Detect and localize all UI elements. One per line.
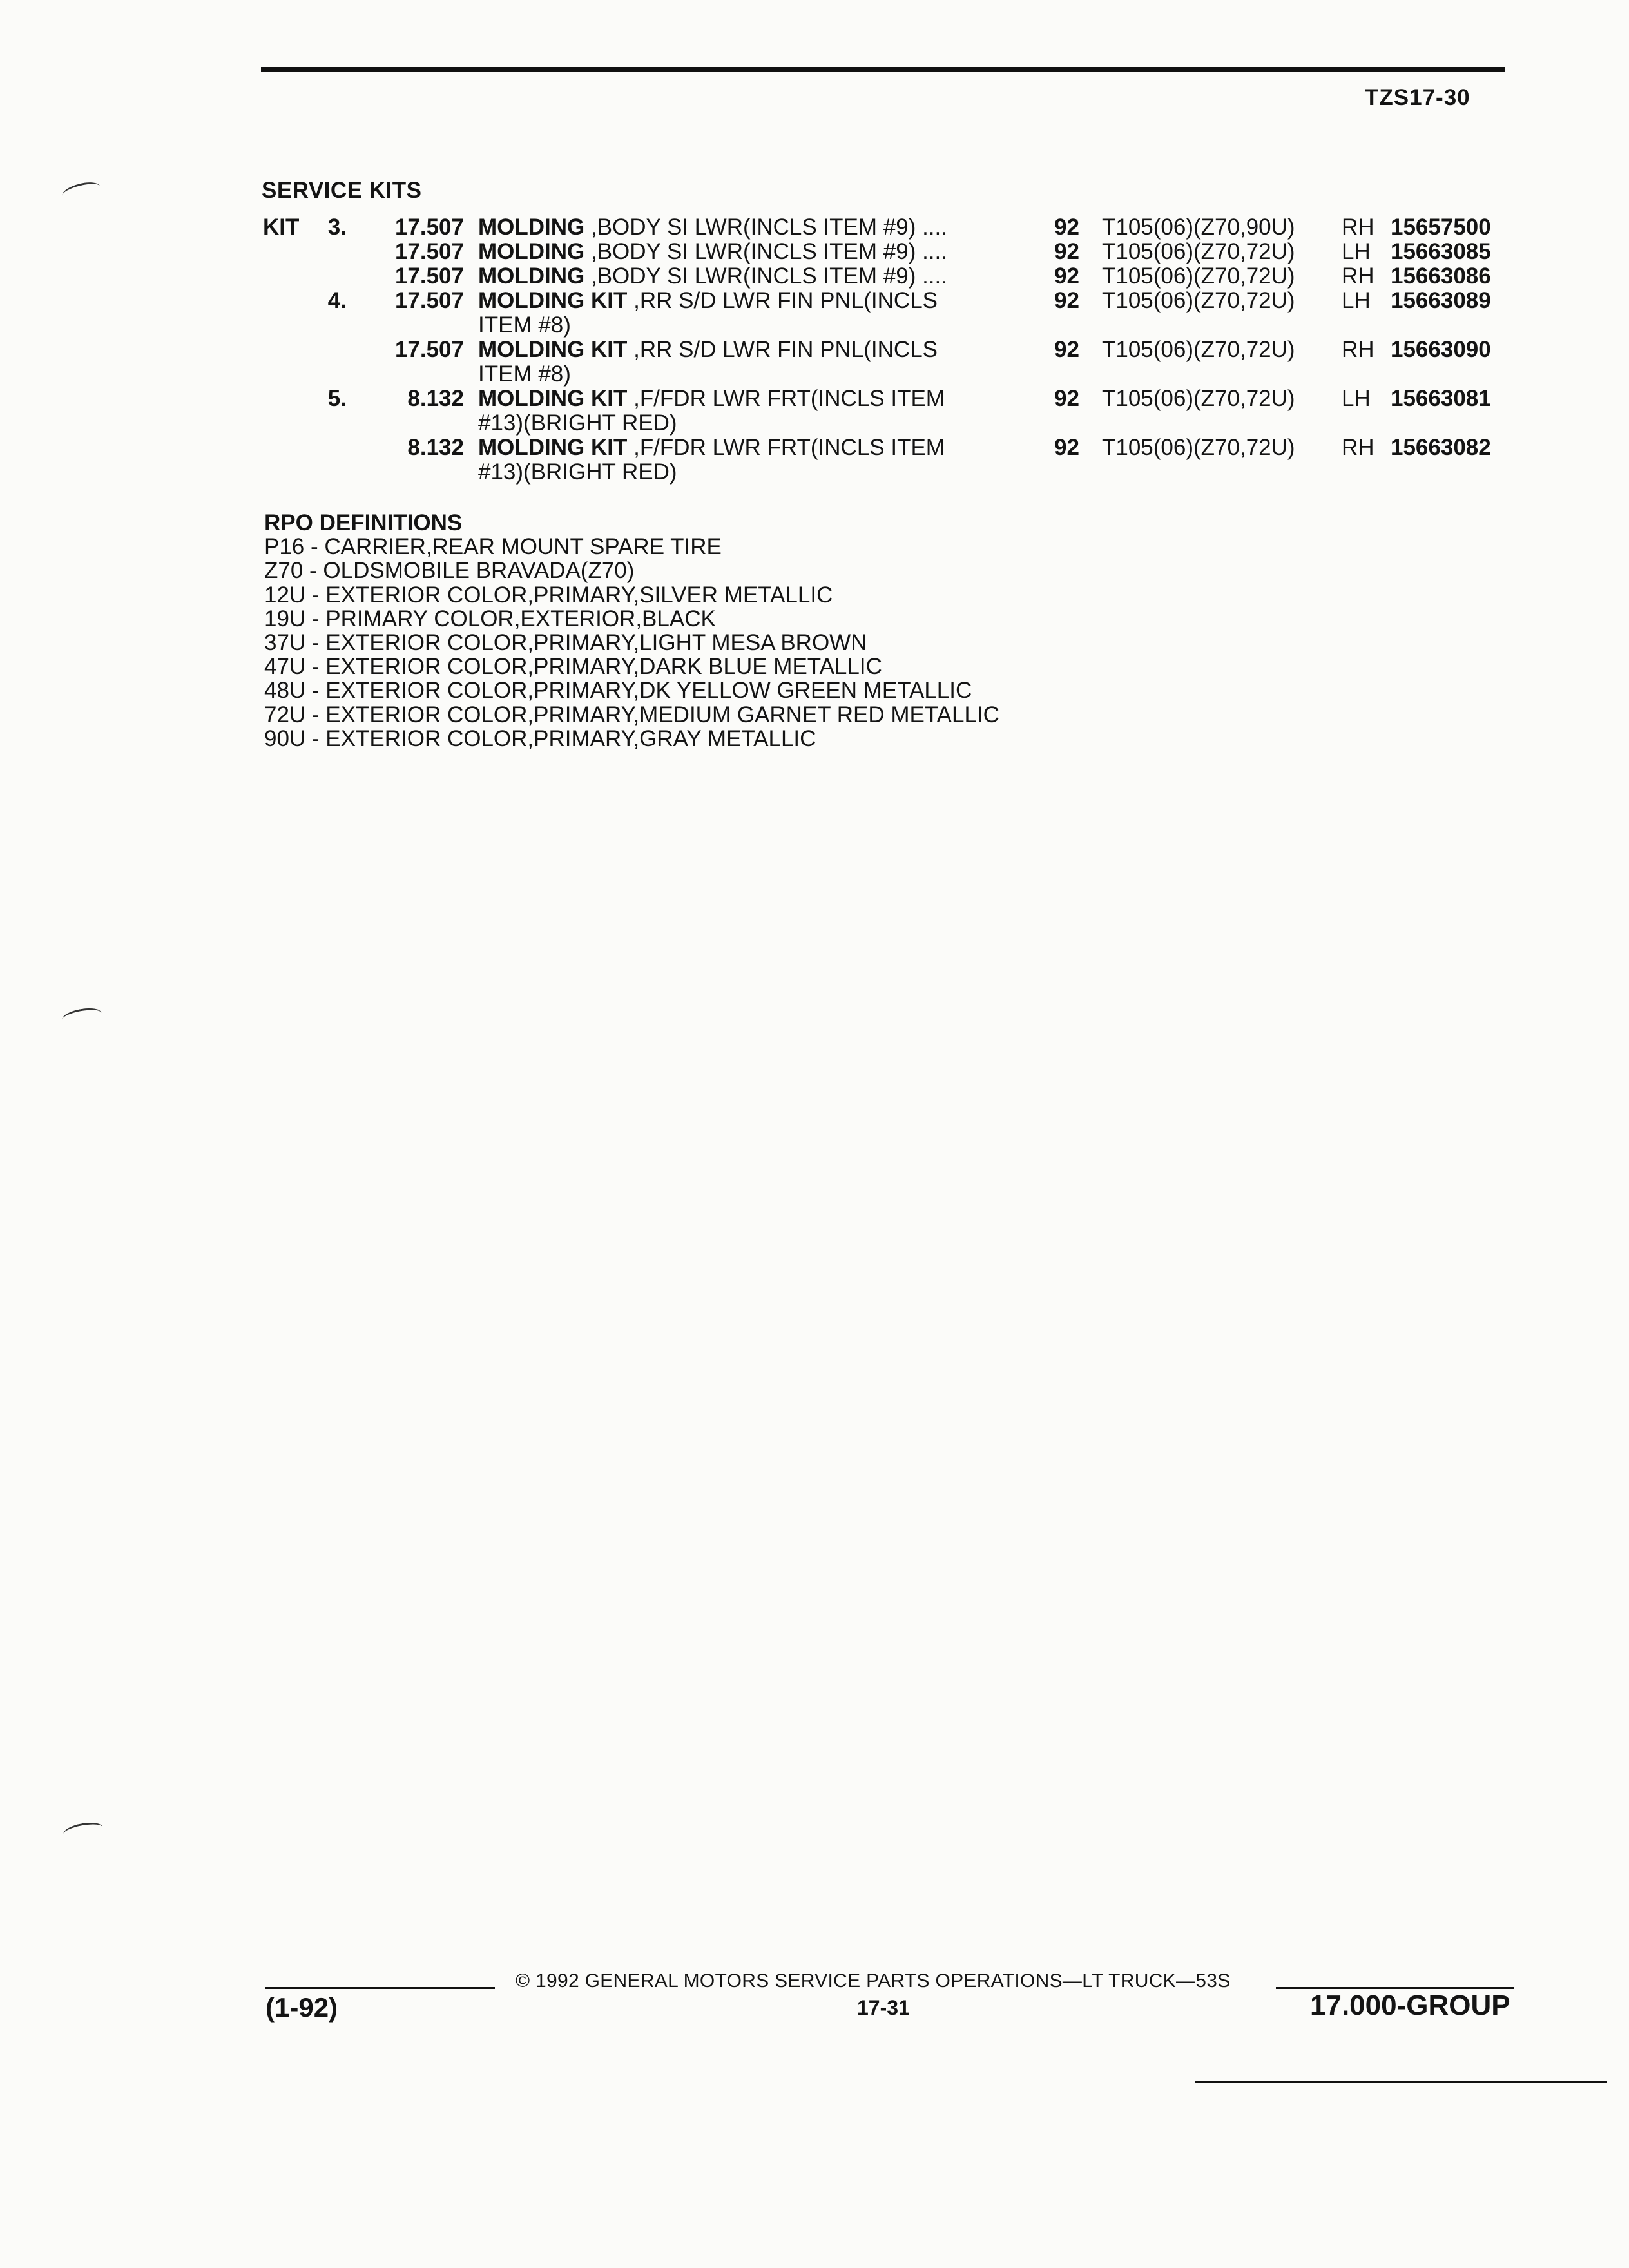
side: RH [1342, 264, 1374, 289]
rpo-definition: 47U - EXTERIOR COLOR,PRIMARY,DARK BLUE METALLIC [264, 654, 882, 680]
model-year: 92 [1054, 435, 1079, 460]
footer-date-code: (1-92) [265, 1992, 338, 2023]
rpo-definitions-title: RPO DEFINITIONS [264, 510, 463, 535]
rpo-definition: 90U - EXTERIOR COLOR,PRIMARY,GRAY METALLIC [264, 726, 816, 751]
doc-id: TZS17-30 [1365, 85, 1470, 110]
description [478, 264, 947, 289]
model-year: 92 [1054, 386, 1079, 411]
part-name: MOLDING KIT [478, 288, 628, 313]
table-row [259, 264, 1548, 289]
description [478, 240, 947, 264]
reference-number: 17.507 [394, 239, 464, 264]
description [478, 436, 945, 485]
rpo-definitions [264, 511, 999, 751]
footer-copyright: © 1992 GENERAL MOTORS SERVICE PARTS OPERATIONS—LT TRUCK—53S [516, 1970, 1231, 1992]
rpo-code: T105(06)(Z70,90U) [1102, 215, 1295, 240]
reference-number: 17.507 [394, 288, 464, 313]
rpo-definition: P16 - CARRIER,REAR MOUNT SPARE TIRE [264, 534, 722, 560]
rpo-code: T105(06)(Z70,72U) [1102, 435, 1295, 460]
part-number: 15663081 [1391, 386, 1491, 411]
reference-number: 17.507 [394, 264, 464, 289]
table-row [259, 387, 1548, 436]
rpo-code: T105(06)(Z70,72U) [1102, 239, 1295, 264]
model-year: 92 [1054, 288, 1079, 313]
binder-hole-mark [61, 179, 102, 203]
kit-label: KIT [263, 215, 300, 240]
side: LH [1342, 386, 1371, 411]
part-name: MOLDING KIT [478, 435, 628, 460]
binder-hole-mark [61, 1006, 102, 1027]
binder-hole-mark [62, 1820, 104, 1841]
part-name: MOLDING KIT [478, 337, 628, 362]
part-detail-continued: #13)(BRIGHT RED) [478, 410, 677, 436]
table-row [259, 215, 1548, 240]
table-row [259, 436, 1548, 485]
kit-number: 4. [327, 288, 347, 313]
part-detail: ,F/FDR LWR FRT(INCLS ITEM [627, 435, 945, 460]
part-detail-continued: ITEM #8) [478, 361, 571, 387]
model-year: 92 [1054, 215, 1079, 240]
side: RH [1342, 215, 1374, 240]
part-detail-continued: #13)(BRIGHT RED) [478, 459, 677, 485]
kit-number: 3. [327, 215, 347, 240]
description [478, 387, 945, 436]
part-detail: ,RR S/D LWR FIN PNL(INCLS [627, 337, 938, 362]
part-name: MOLDING [478, 239, 585, 264]
footer-rule-right [1276, 1987, 1514, 1989]
reference-number: 17.507 [394, 337, 464, 362]
rpo-code: T105(06)(Z70,72U) [1102, 264, 1295, 289]
kit-number: 5. [327, 386, 347, 411]
service-kits-title: SERVICE KITS [262, 178, 422, 203]
side: RH [1342, 435, 1374, 460]
footer-group: 17.000-GROUP [1310, 1990, 1510, 2021]
description [478, 338, 938, 387]
rpo-definition: 12U - EXTERIOR COLOR,PRIMARY,SILVER METALLIC [264, 582, 833, 608]
model-year: 92 [1054, 337, 1079, 362]
part-detail: ,BODY SI LWR(INCLS ITEM #9) .... [584, 215, 947, 240]
footer-rule-left [265, 1987, 495, 1989]
part-detail: ,BODY SI LWR(INCLS ITEM #9) .... [584, 264, 947, 289]
side: LH [1342, 239, 1371, 264]
rpo-definition: 72U - EXTERIOR COLOR,PRIMARY,MEDIUM GARNET RED METALLIC [264, 702, 999, 727]
part-detail: ,BODY SI LWR(INCLS ITEM #9) .... [584, 239, 947, 264]
rpo-definition: 48U - EXTERIOR COLOR,PRIMARY,DK YELLOW GREEN METALLIC [264, 678, 972, 704]
header-rule [261, 67, 1505, 72]
part-number: 15663089 [1391, 288, 1491, 313]
rpo-definition: Z70 - OLDSMOBILE BRAVADA(Z70) [264, 558, 635, 584]
part-name: MOLDING [478, 264, 585, 289]
part-number: 15657500 [1391, 215, 1491, 240]
part-number: 15663086 [1391, 264, 1491, 289]
table-row [259, 338, 1548, 387]
part-detail: ,RR S/D LWR FIN PNL(INCLS [627, 288, 938, 313]
table-row [259, 240, 1548, 264]
footer-rule-bottom [1195, 2081, 1607, 2083]
part-name: MOLDING [478, 215, 585, 240]
reference-number: 17.507 [394, 215, 464, 240]
description [478, 215, 947, 240]
rpo-code: T105(06)(Z70,72U) [1102, 288, 1295, 313]
rpo-code: T105(06)(Z70,72U) [1102, 386, 1295, 411]
reference-number: 8.132 [407, 435, 464, 460]
reference-number: 8.132 [407, 386, 464, 411]
rpo-definition: 19U - PRIMARY COLOR,EXTERIOR,BLACK [264, 606, 716, 631]
part-name: MOLDING KIT [478, 386, 628, 411]
part-number: 15663090 [1391, 337, 1491, 362]
part-detail-continued: ITEM #8) [478, 312, 571, 338]
table-row [259, 289, 1548, 338]
model-year: 92 [1054, 264, 1079, 289]
description [478, 289, 938, 338]
part-number: 15663085 [1391, 239, 1491, 264]
model-year: 92 [1054, 239, 1079, 264]
side: LH [1342, 288, 1371, 313]
rpo-code: T105(06)(Z70,72U) [1102, 337, 1295, 362]
footer-page-number: 17-31 [857, 1996, 910, 2019]
rpo-definition: 37U - EXTERIOR COLOR,PRIMARY,LIGHT MESA BROWN [264, 630, 867, 656]
side: RH [1342, 337, 1374, 362]
part-detail: ,F/FDR LWR FRT(INCLS ITEM [627, 386, 945, 411]
part-number: 15663082 [1391, 435, 1491, 460]
